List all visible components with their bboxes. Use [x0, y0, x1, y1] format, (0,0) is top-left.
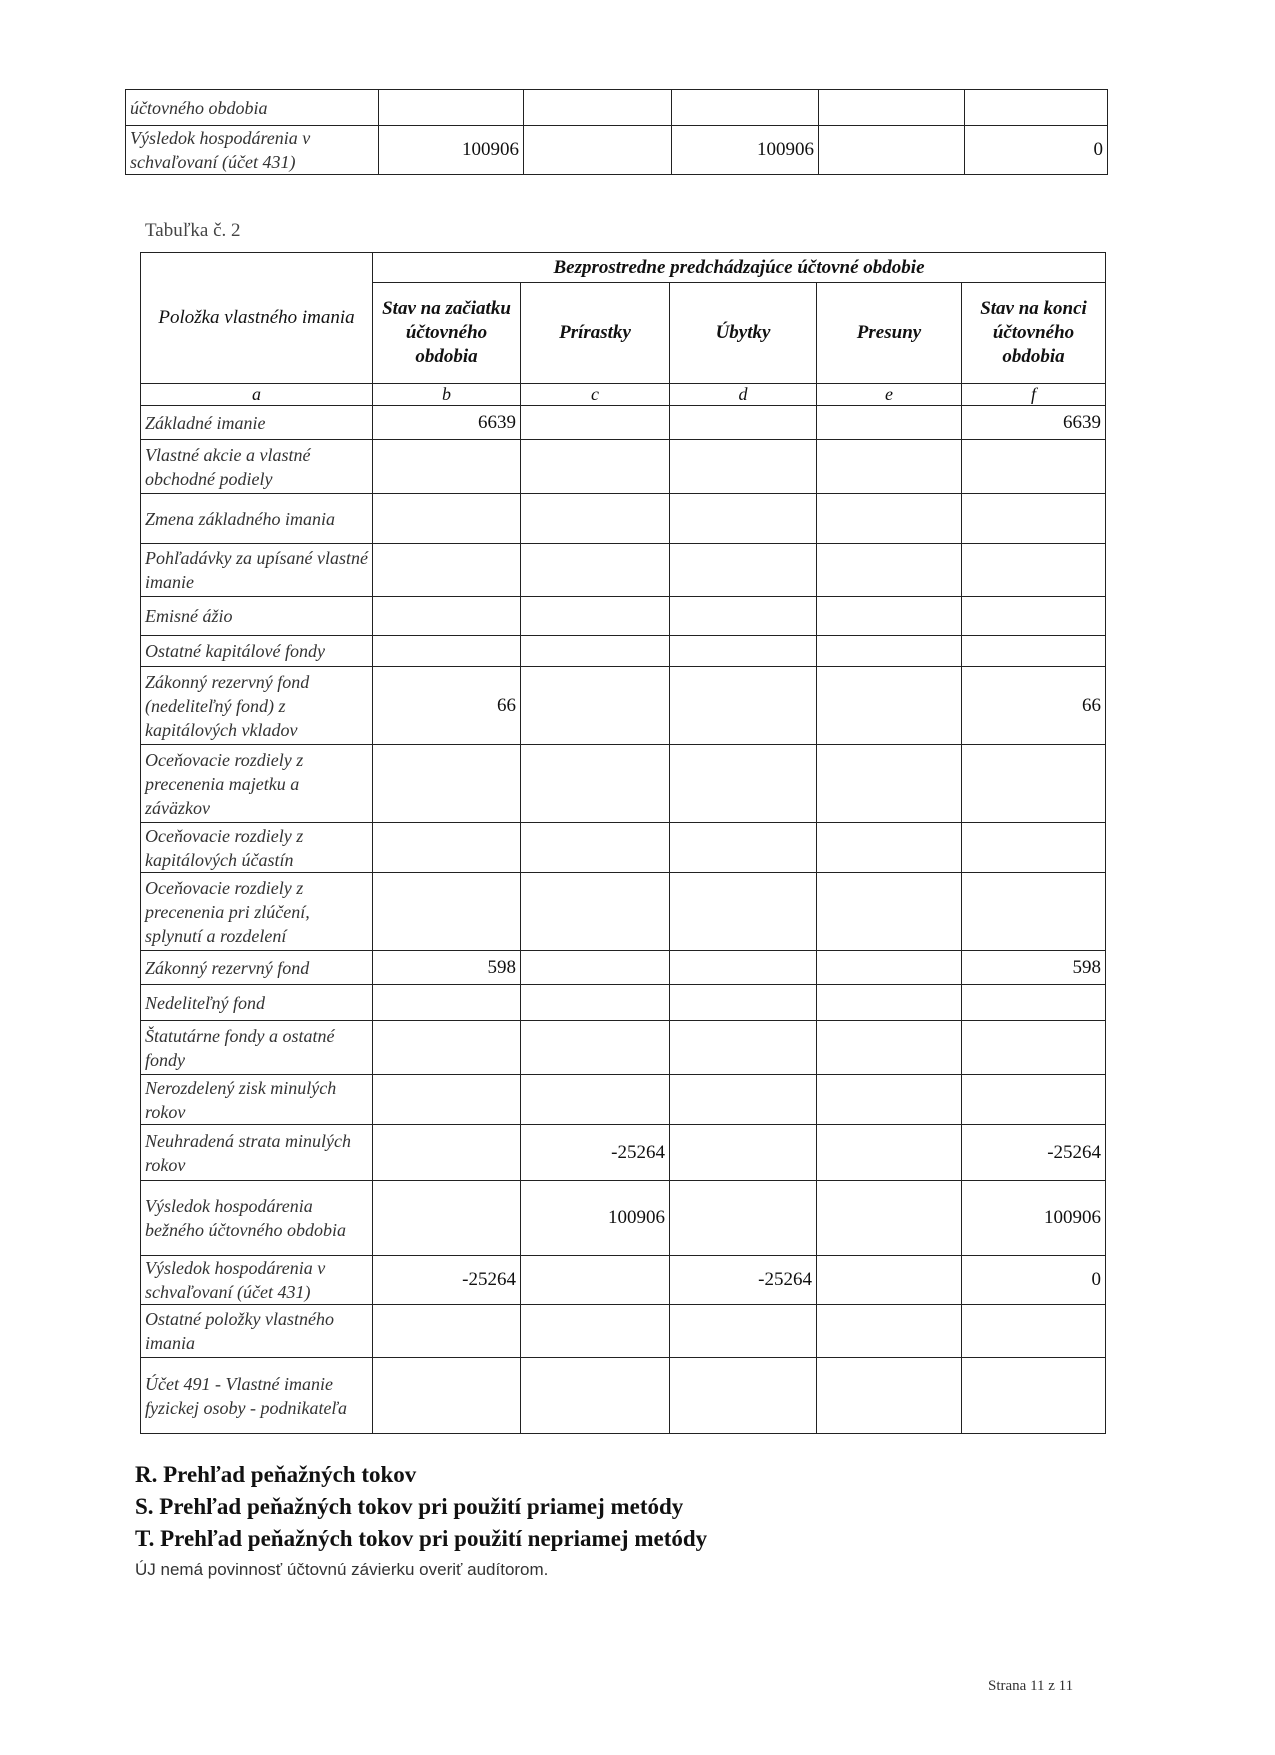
cell-d [670, 636, 817, 667]
cell-e [817, 1358, 962, 1434]
cell-c [521, 406, 670, 440]
cell-f [962, 1305, 1106, 1358]
cell-c [521, 597, 670, 636]
cell-b [373, 1125, 521, 1181]
table-2-caption: Tabuľka č. 2 [145, 220, 241, 241]
table-row [141, 1358, 1106, 1434]
cell-d [670, 440, 817, 494]
table-row [141, 494, 1106, 544]
cell-b [373, 1075, 521, 1125]
cell-f [962, 494, 1106, 544]
column-header-deductions: Úbytky [670, 283, 817, 384]
table-row [141, 951, 1106, 985]
table-row [141, 985, 1106, 1021]
cell-e [817, 1125, 962, 1181]
row-label: účtovného obdobia [126, 90, 379, 126]
column-letter: b [373, 384, 521, 406]
row-label: Výsledok hospodárenia bežného účtovného obdobia [141, 1181, 373, 1256]
group-header: Bezprostredne predchádzajúce účtovné obdobie [373, 253, 1106, 283]
row-label: Oceňovacie rozdiely z kapitálových účastín [141, 823, 373, 873]
cell-f: 66 [962, 667, 1106, 745]
cell-d [670, 1125, 817, 1181]
cell-e [817, 1305, 962, 1358]
section-t-heading: T. Prehľad peňažných tokov pri použití nepriamej metódy [135, 1526, 708, 1551]
cell-e [817, 597, 962, 636]
row-label: Neuhradená strata minulých rokov [141, 1125, 373, 1181]
cell-d [670, 745, 817, 823]
cell-b [373, 597, 521, 636]
row-label: Vlastné akcie a vlastné obchodné podiely [141, 440, 373, 494]
cell-d [670, 406, 817, 440]
table-row [141, 745, 1106, 823]
cell-d [670, 823, 817, 873]
cell-e [817, 951, 962, 985]
cell-c [521, 440, 670, 494]
page-number: Strana 11 z 11 [988, 1678, 1074, 1694]
cell-b [373, 1305, 521, 1358]
row-label: Zmena základného imania [141, 494, 373, 544]
cell-b: 6639 [373, 406, 521, 440]
cell-f: 6639 [962, 406, 1106, 440]
cell-f: 0 [965, 126, 1108, 175]
column-header-end: Stav na konci účtovného obdobia [962, 283, 1106, 384]
cell-c [521, 1305, 670, 1358]
table-row [141, 440, 1106, 494]
row-label: Štatutárne fondy a ostatné fondy [141, 1021, 373, 1075]
table-row [141, 823, 1106, 873]
cell-e [817, 494, 962, 544]
cell-f [962, 823, 1106, 873]
table-row [126, 126, 1108, 175]
cell-b [373, 440, 521, 494]
row-label: Oceňovacie rozdiely z precenenia pri zlúčení, splynutí a rozdelení [141, 873, 373, 951]
cell-c [524, 126, 672, 175]
cell-f [962, 745, 1106, 823]
cell-e [817, 823, 962, 873]
table-row [141, 1305, 1106, 1358]
table-row [141, 1075, 1106, 1125]
cell-c: -25264 [521, 1125, 670, 1181]
column-letter: e [817, 384, 962, 406]
cell-d [670, 1181, 817, 1256]
cell-e [817, 544, 962, 597]
cell-f [962, 544, 1106, 597]
table-row [141, 1125, 1106, 1181]
cell-e [819, 90, 965, 126]
cell-f [962, 1075, 1106, 1125]
cell-e [817, 985, 962, 1021]
cell-c [521, 823, 670, 873]
cell-e [817, 873, 962, 951]
cell-d [670, 1358, 817, 1434]
cell-d [670, 597, 817, 636]
column-letter: a [141, 384, 373, 406]
cell-d [670, 985, 817, 1021]
row-label: Emisné ážio [141, 597, 373, 636]
cell-d [670, 1021, 817, 1075]
cell-f [962, 1021, 1106, 1075]
cell-d [670, 667, 817, 745]
cell-c [521, 951, 670, 985]
cell-b [373, 636, 521, 667]
cell-b: 100906 [379, 126, 524, 175]
cell-f [962, 597, 1106, 636]
cell-c [524, 90, 672, 126]
cell-d: 100906 [672, 126, 819, 175]
cell-e [817, 1181, 962, 1256]
column-letter: c [521, 384, 670, 406]
cell-f: -25264 [962, 1125, 1106, 1181]
column-letter: d [670, 384, 817, 406]
cell-b [373, 544, 521, 597]
cell-b: 66 [373, 667, 521, 745]
row-label: Zákonný rezervný fond [141, 951, 373, 985]
cell-b [373, 823, 521, 873]
table-row [141, 1181, 1106, 1256]
cell-e [817, 406, 962, 440]
column-header-transfers: Presuny [817, 283, 962, 384]
column-header-start: Stav na začiatku účtovného obdobia [373, 283, 521, 384]
table-row [141, 636, 1106, 667]
cell-b [373, 985, 521, 1021]
row-label: Výsledok hospodárenia v schvaľovaní (účet 431) [141, 1256, 373, 1305]
table-row [141, 406, 1106, 440]
cell-d: -25264 [670, 1256, 817, 1305]
cell-b [373, 745, 521, 823]
row-label: Nerozdelený zisk minulých rokov [141, 1075, 373, 1125]
table-row [141, 597, 1106, 636]
row-label: Zákonný rezervný fond (nedeliteľný fond) z kapitálových vkladov [141, 667, 373, 745]
table-row [141, 1021, 1106, 1075]
table-row [141, 1256, 1106, 1305]
cell-f: 598 [962, 951, 1106, 985]
column-header-item: Položka vlastného imania [141, 253, 373, 384]
row-label: Ostatné kapitálové fondy [141, 636, 373, 667]
cell-c [521, 636, 670, 667]
audit-note: ÚJ nemá povinnosť účtovnú závierku overiť audítorom. [135, 1560, 549, 1579]
cell-f [962, 873, 1106, 951]
cell-d [670, 951, 817, 985]
cell-c [521, 1256, 670, 1305]
cell-f [962, 1358, 1106, 1434]
cell-c [521, 745, 670, 823]
row-label: Nedeliteľný fond [141, 985, 373, 1021]
cell-e [817, 745, 962, 823]
row-label: Pohľadávky za upísané vlastné imanie [141, 544, 373, 597]
cell-e [817, 1021, 962, 1075]
table-row [141, 667, 1106, 745]
row-label: Základné imanie [141, 406, 373, 440]
row-label: Oceňovacie rozdiely z precenenia majetku a záväzkov [141, 745, 373, 823]
cell-e [819, 126, 965, 175]
column-header-additions: Prírastky [521, 283, 670, 384]
cell-f: 100906 [962, 1181, 1106, 1256]
cell-c [521, 985, 670, 1021]
cell-b [373, 873, 521, 951]
cell-b: 598 [373, 951, 521, 985]
cell-f [962, 985, 1106, 1021]
cell-d [670, 544, 817, 597]
cell-c [521, 873, 670, 951]
cell-d [670, 1305, 817, 1358]
cell-b [373, 1358, 521, 1434]
row-label: Výsledok hospodárenia v schvaľovaní (účet 431) [126, 126, 379, 175]
cell-e [817, 1075, 962, 1125]
cell-f [965, 90, 1108, 126]
cell-c [521, 1358, 670, 1434]
cell-d [670, 873, 817, 951]
cell-b [373, 1021, 521, 1075]
cell-e [817, 636, 962, 667]
table-row [126, 90, 1108, 126]
cell-c [521, 494, 670, 544]
cell-c [521, 1075, 670, 1125]
cell-e [817, 1256, 962, 1305]
cell-b [373, 494, 521, 544]
cell-c: 100906 [521, 1181, 670, 1256]
cell-b: -25264 [373, 1256, 521, 1305]
row-label: Účet 491 - Vlastné imanie fyzickej osoby - podnikateľa [141, 1358, 373, 1434]
cell-d [670, 494, 817, 544]
cell-d [670, 1075, 817, 1125]
cell-f [962, 440, 1106, 494]
table-row [141, 873, 1106, 951]
section-r-heading: R. Prehľad peňažných tokov [135, 1462, 417, 1487]
cell-b [379, 90, 524, 126]
cell-c [521, 667, 670, 745]
cell-f [962, 636, 1106, 667]
table-1-fragment [125, 89, 1108, 175]
column-letter: f [962, 384, 1106, 406]
section-s-heading: S. Prehľad peňažných tokov pri použití priamej metódy [135, 1494, 684, 1519]
cell-e [817, 667, 962, 745]
cell-c [521, 544, 670, 597]
row-label: Ostatné položky vlastného imania [141, 1305, 373, 1358]
cell-b [373, 1181, 521, 1256]
cell-e [817, 440, 962, 494]
table-2-equity-changes [140, 252, 1106, 1434]
cell-d [672, 90, 819, 126]
cell-c [521, 1021, 670, 1075]
cell-f: 0 [962, 1256, 1106, 1305]
table-row [141, 544, 1106, 597]
